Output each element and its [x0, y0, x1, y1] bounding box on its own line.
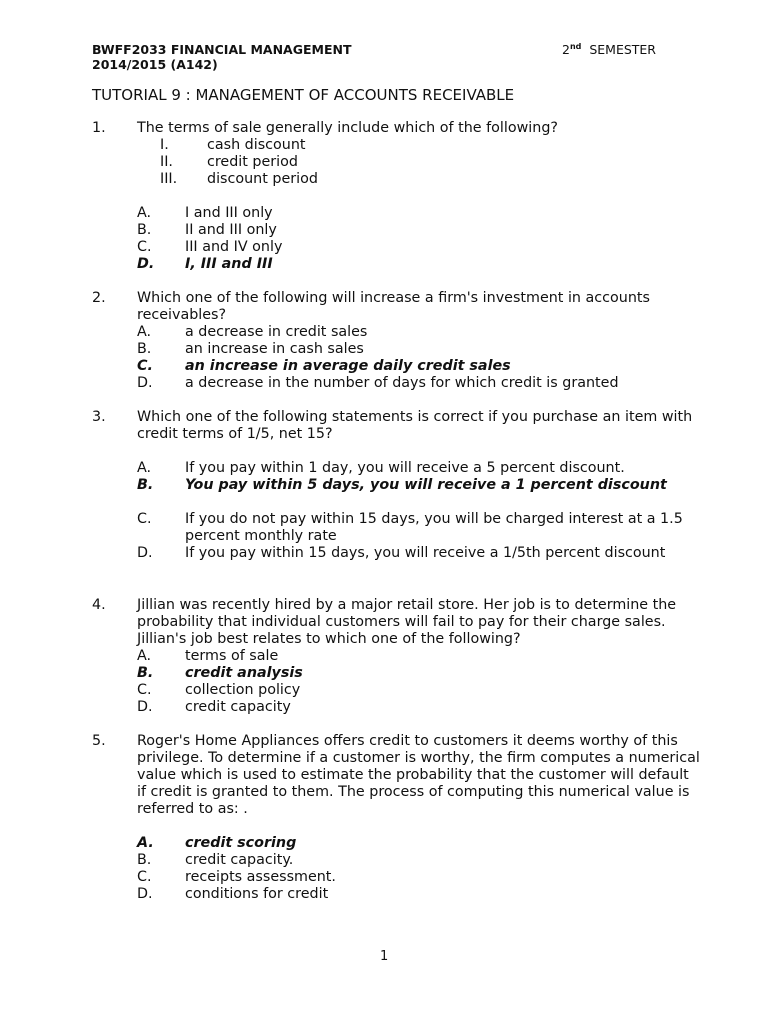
option-letter: A. — [137, 324, 152, 340]
option-text: If you pay within 15 days, you will receive a 1/5th percent discount — [185, 545, 666, 561]
option-letter: C. — [137, 869, 152, 885]
option-text: conditions for credit — [185, 886, 329, 902]
option-text: terms of sale — [185, 648, 279, 664]
option-letter: B. — [137, 477, 154, 493]
option-letter: B. — [137, 341, 152, 357]
option-text: If you pay within 1 day, you will receive a 5 percent discount. — [185, 460, 625, 476]
option-text: I, III and III — [185, 256, 273, 272]
option-letter: A. — [137, 648, 152, 664]
academic-session: 2014/2015 (A142) — [92, 57, 218, 72]
question-text: Which one of the following statements is correct if you purchase an item with credit terms of 1/5, net 15? — [137, 409, 693, 442]
option-letter: C. — [137, 239, 152, 255]
option-text: credit analysis — [185, 665, 303, 681]
option-text: II and III only — [185, 222, 277, 238]
question-text: Which one of the following will increase a firm's investment in accounts receivables? — [137, 290, 650, 323]
question-text: Jillian was recently hired by a major retail store. Her job is to determine the probability that individual customers will fail to pay for their charge sales. Jillian's job best relates to which one of the following? — [137, 597, 677, 647]
item-number: II. — [160, 154, 173, 170]
option-text: credit capacity — [185, 699, 291, 715]
item-text: discount period — [207, 171, 318, 187]
option-letter: A. — [137, 835, 154, 851]
option-text: an increase in cash sales — [185, 341, 364, 357]
course-code: BWFF2033 FINANCIAL MANAGEMENT — [92, 42, 352, 57]
option-text: If you do not pay within 15 days, you will be charged interest at a 1.5 percent monthly rate — [185, 511, 683, 544]
option-letter: C. — [137, 358, 153, 374]
option-letter: A. — [137, 205, 152, 221]
item-text: cash discount — [207, 137, 306, 153]
item-number: I. — [160, 137, 169, 153]
option-text: receipts assessment. — [185, 869, 336, 885]
semester-label: SEMESTER — [589, 42, 656, 58]
option-letter: B. — [137, 222, 152, 238]
question-text: Roger's Home Appliances offers credit to customers it deems worthy of this privilege. To determine if a customer is worthy, the firm computes a numerical value which is used to estimate the probability that the customer will default if credit is granted to them. The process of computing this numerical value is referred to as: . — [137, 733, 700, 817]
question-number: 1. — [92, 120, 106, 136]
semester-number: 2 — [562, 42, 570, 58]
option-letter: D. — [137, 699, 153, 715]
option-text: I and III only — [185, 205, 273, 221]
item-text: credit period — [207, 154, 298, 170]
option-letter: D. — [137, 256, 155, 272]
option-letter: D. — [137, 545, 153, 561]
option-letter: C. — [137, 682, 152, 698]
semester-suffix: nd — [569, 42, 582, 51]
option-letter: A. — [137, 460, 152, 476]
question-number: 5. — [92, 733, 106, 749]
header-semester — [562, 42, 656, 57]
option-text: You pay within 5 days, you will receive a 1 percent discount — [185, 477, 667, 493]
page-number: 1 — [380, 949, 389, 964]
option-letter: C. — [137, 511, 152, 527]
option-letter: D. — [137, 375, 153, 391]
option-letter: D. — [137, 886, 153, 902]
option-text: a decrease in the number of days for which credit is granted — [185, 375, 619, 391]
question-number: 3. — [92, 409, 106, 425]
question-number: 2. — [92, 290, 106, 306]
option-text: credit scoring — [185, 835, 297, 851]
item-number: III. — [160, 171, 178, 187]
option-letter: B. — [137, 665, 154, 681]
option-text: III and IV only — [185, 239, 283, 255]
header-course-info — [92, 42, 351, 72]
page-title: TUTORIAL 9 : MANAGEMENT OF ACCOUNTS RECEIVABLE — [92, 86, 515, 104]
option-text: a decrease in credit sales — [185, 324, 368, 340]
option-text: credit capacity. — [185, 852, 294, 868]
option-text: collection policy — [185, 682, 301, 698]
option-text: an increase in average daily credit sales — [185, 358, 511, 374]
option-letter: B. — [137, 852, 152, 868]
question-number: 4. — [92, 597, 106, 613]
question-text: The terms of sale generally include which of the following? — [137, 120, 558, 136]
